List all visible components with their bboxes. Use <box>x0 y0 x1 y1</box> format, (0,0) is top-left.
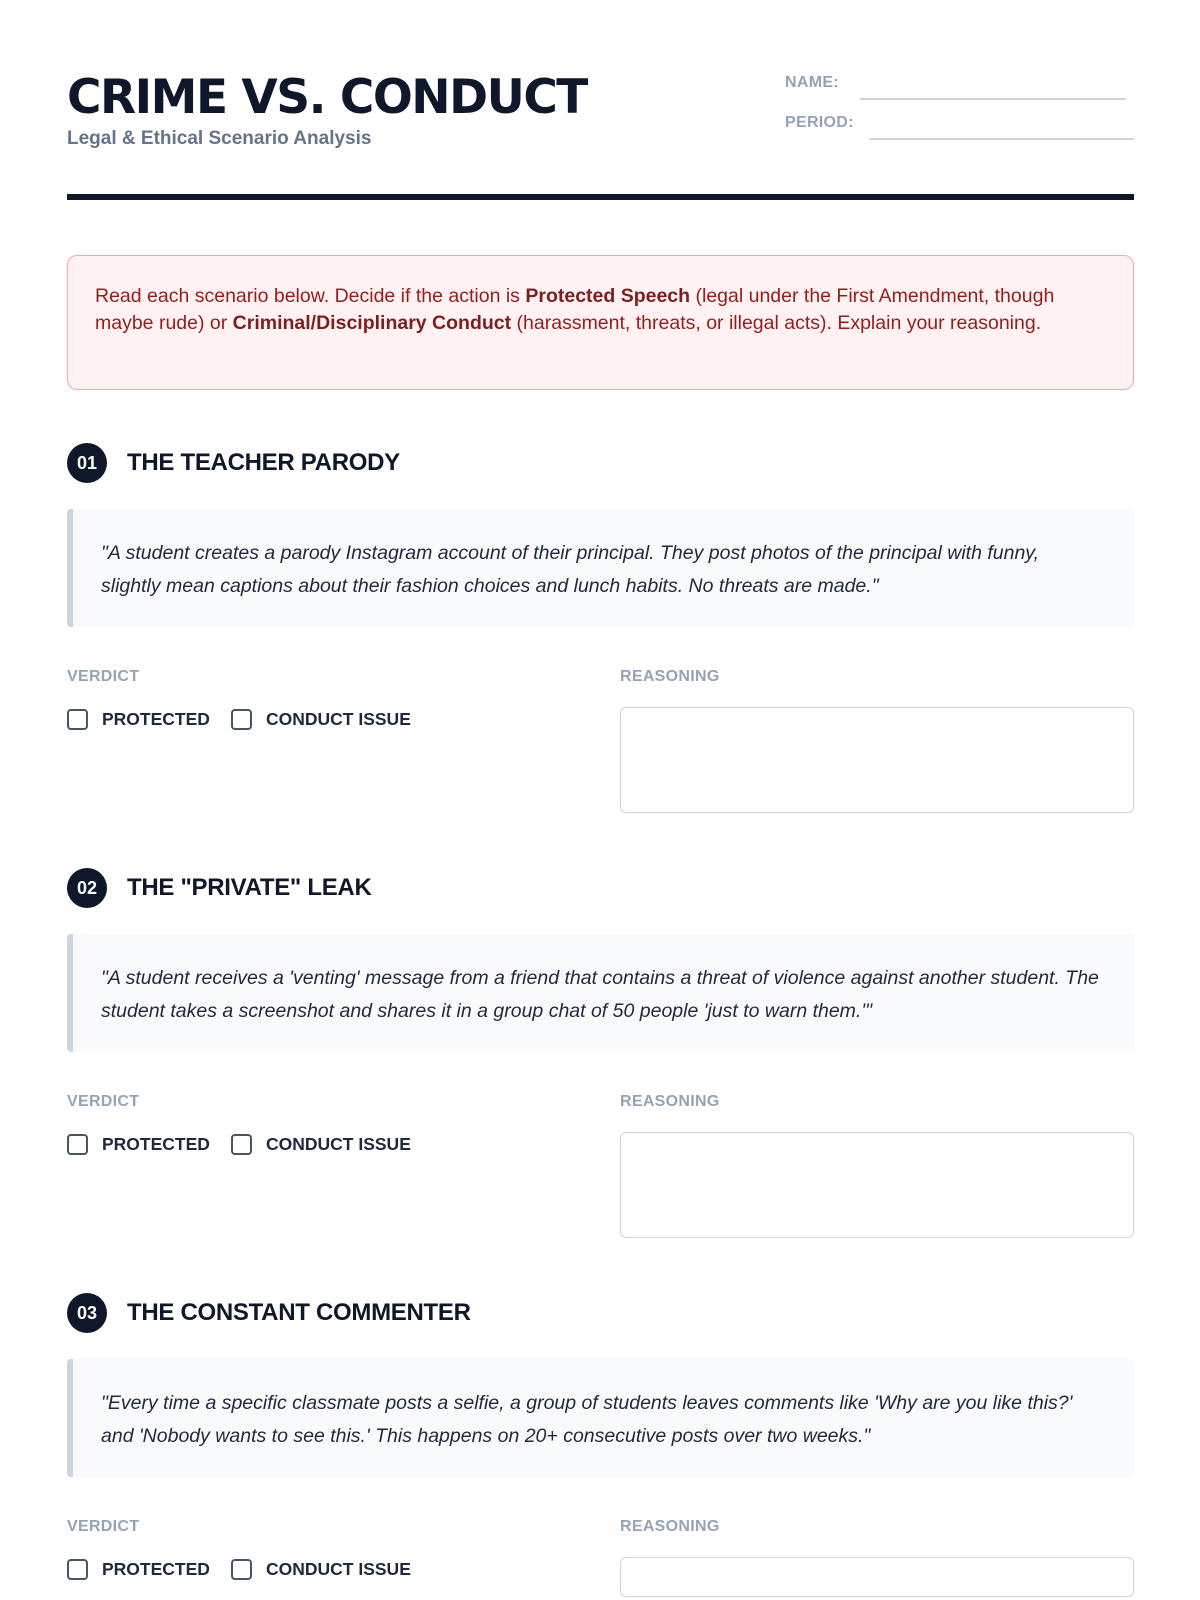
header <box>67 68 1134 200</box>
scenario-title: THE "PRIVATE" LEAK <box>127 874 372 901</box>
scenario-quote: "A student receives a 'venting' message from a friend that contains a threat of violence against another student. The student takes a screenshot and shares it in a group chat of 50 people 'just to warn them.'" <box>67 934 1134 1052</box>
protected-option[interactable] <box>67 1557 210 1581</box>
protected-checkbox[interactable] <box>67 1559 88 1580</box>
reasoning-label: REASONING <box>620 668 720 685</box>
scenario-2 <box>67 868 1134 1268</box>
reasoning-input[interactable] <box>620 1557 1134 1597</box>
page-title: CRIME VS. CONDUCT <box>67 70 587 125</box>
scenario-number-badge: 02 <box>67 868 107 908</box>
reasoning-label: REASONING <box>620 1518 720 1535</box>
name-label: NAME: <box>785 74 839 91</box>
conduct-issue-label: CONDUCT ISSUE <box>266 1133 411 1154</box>
period-field <box>785 110 1134 140</box>
instructions-text-2: (legal under the First Amendment, though maybe rude) or <box>95 285 1055 334</box>
protected-label: PROTECTED <box>102 708 210 729</box>
conduct-issue-checkbox[interactable] <box>231 1134 252 1155</box>
scenario-number-badge: 03 <box>67 1293 107 1333</box>
scenario-3 <box>67 1293 1134 1600</box>
protected-option[interactable] <box>67 707 210 731</box>
reasoning-input[interactable] <box>620 1132 1134 1238</box>
period-label: PERIOD: <box>785 114 854 131</box>
page-subtitle: Legal & Ethical Scenario Analysis <box>67 128 372 149</box>
scenario-1 <box>67 443 1134 843</box>
instructions-box <box>67 255 1134 390</box>
conduct-issue-option[interactable] <box>231 1557 411 1581</box>
header-divider <box>67 194 1134 200</box>
scenario-title: THE TEACHER PARODY <box>127 449 400 476</box>
protected-option[interactable] <box>67 1132 210 1156</box>
reasoning-label: REASONING <box>620 1093 720 1110</box>
conduct-issue-label: CONDUCT ISSUE <box>266 1558 411 1579</box>
name-input-line[interactable] <box>860 98 1126 100</box>
instructions-bold-conduct: Criminal/Disciplinary Conduct <box>232 312 512 334</box>
worksheet-page <box>67 0 1134 1600</box>
scenario-quote: "Every time a specific classmate posts a selfie, a group of students leaves comments like 'Why are you like this?' and 'Nobody wants to see this.' This happens on 20+ consecutive posts over two weeks." <box>67 1359 1134 1477</box>
reasoning-input[interactable] <box>620 707 1134 813</box>
conduct-issue-option[interactable] <box>231 1132 411 1156</box>
instructions-bold-protected: Protected Speech <box>525 285 691 307</box>
instructions-text-3: (harassment, threats, or illegal acts). Explain your reasoning. <box>511 312 1042 334</box>
instructions-text-1: Read each scenario below. Decide if the action is <box>95 285 526 307</box>
conduct-issue-label: CONDUCT ISSUE <box>266 708 411 729</box>
verdict-label: VERDICT <box>67 668 140 685</box>
conduct-issue-checkbox[interactable] <box>231 709 252 730</box>
protected-label: PROTECTED <box>102 1558 210 1579</box>
period-input-line[interactable] <box>869 138 1134 140</box>
verdict-label: VERDICT <box>67 1518 140 1535</box>
conduct-issue-option[interactable] <box>231 707 411 731</box>
conduct-issue-checkbox[interactable] <box>231 1559 252 1580</box>
protected-label: PROTECTED <box>102 1133 210 1154</box>
scenario-number-badge: 01 <box>67 443 107 483</box>
name-field <box>785 70 1134 100</box>
scenario-quote: "A student creates a parody Instagram account of their principal. They post photos of the principal with funny, slightly mean captions about their fashion choices and lunch habits. No threats are made." <box>67 509 1134 627</box>
protected-checkbox[interactable] <box>67 1134 88 1155</box>
protected-checkbox[interactable] <box>67 709 88 730</box>
scenario-title: THE CONSTANT COMMENTER <box>127 1299 471 1326</box>
verdict-label: VERDICT <box>67 1093 140 1110</box>
